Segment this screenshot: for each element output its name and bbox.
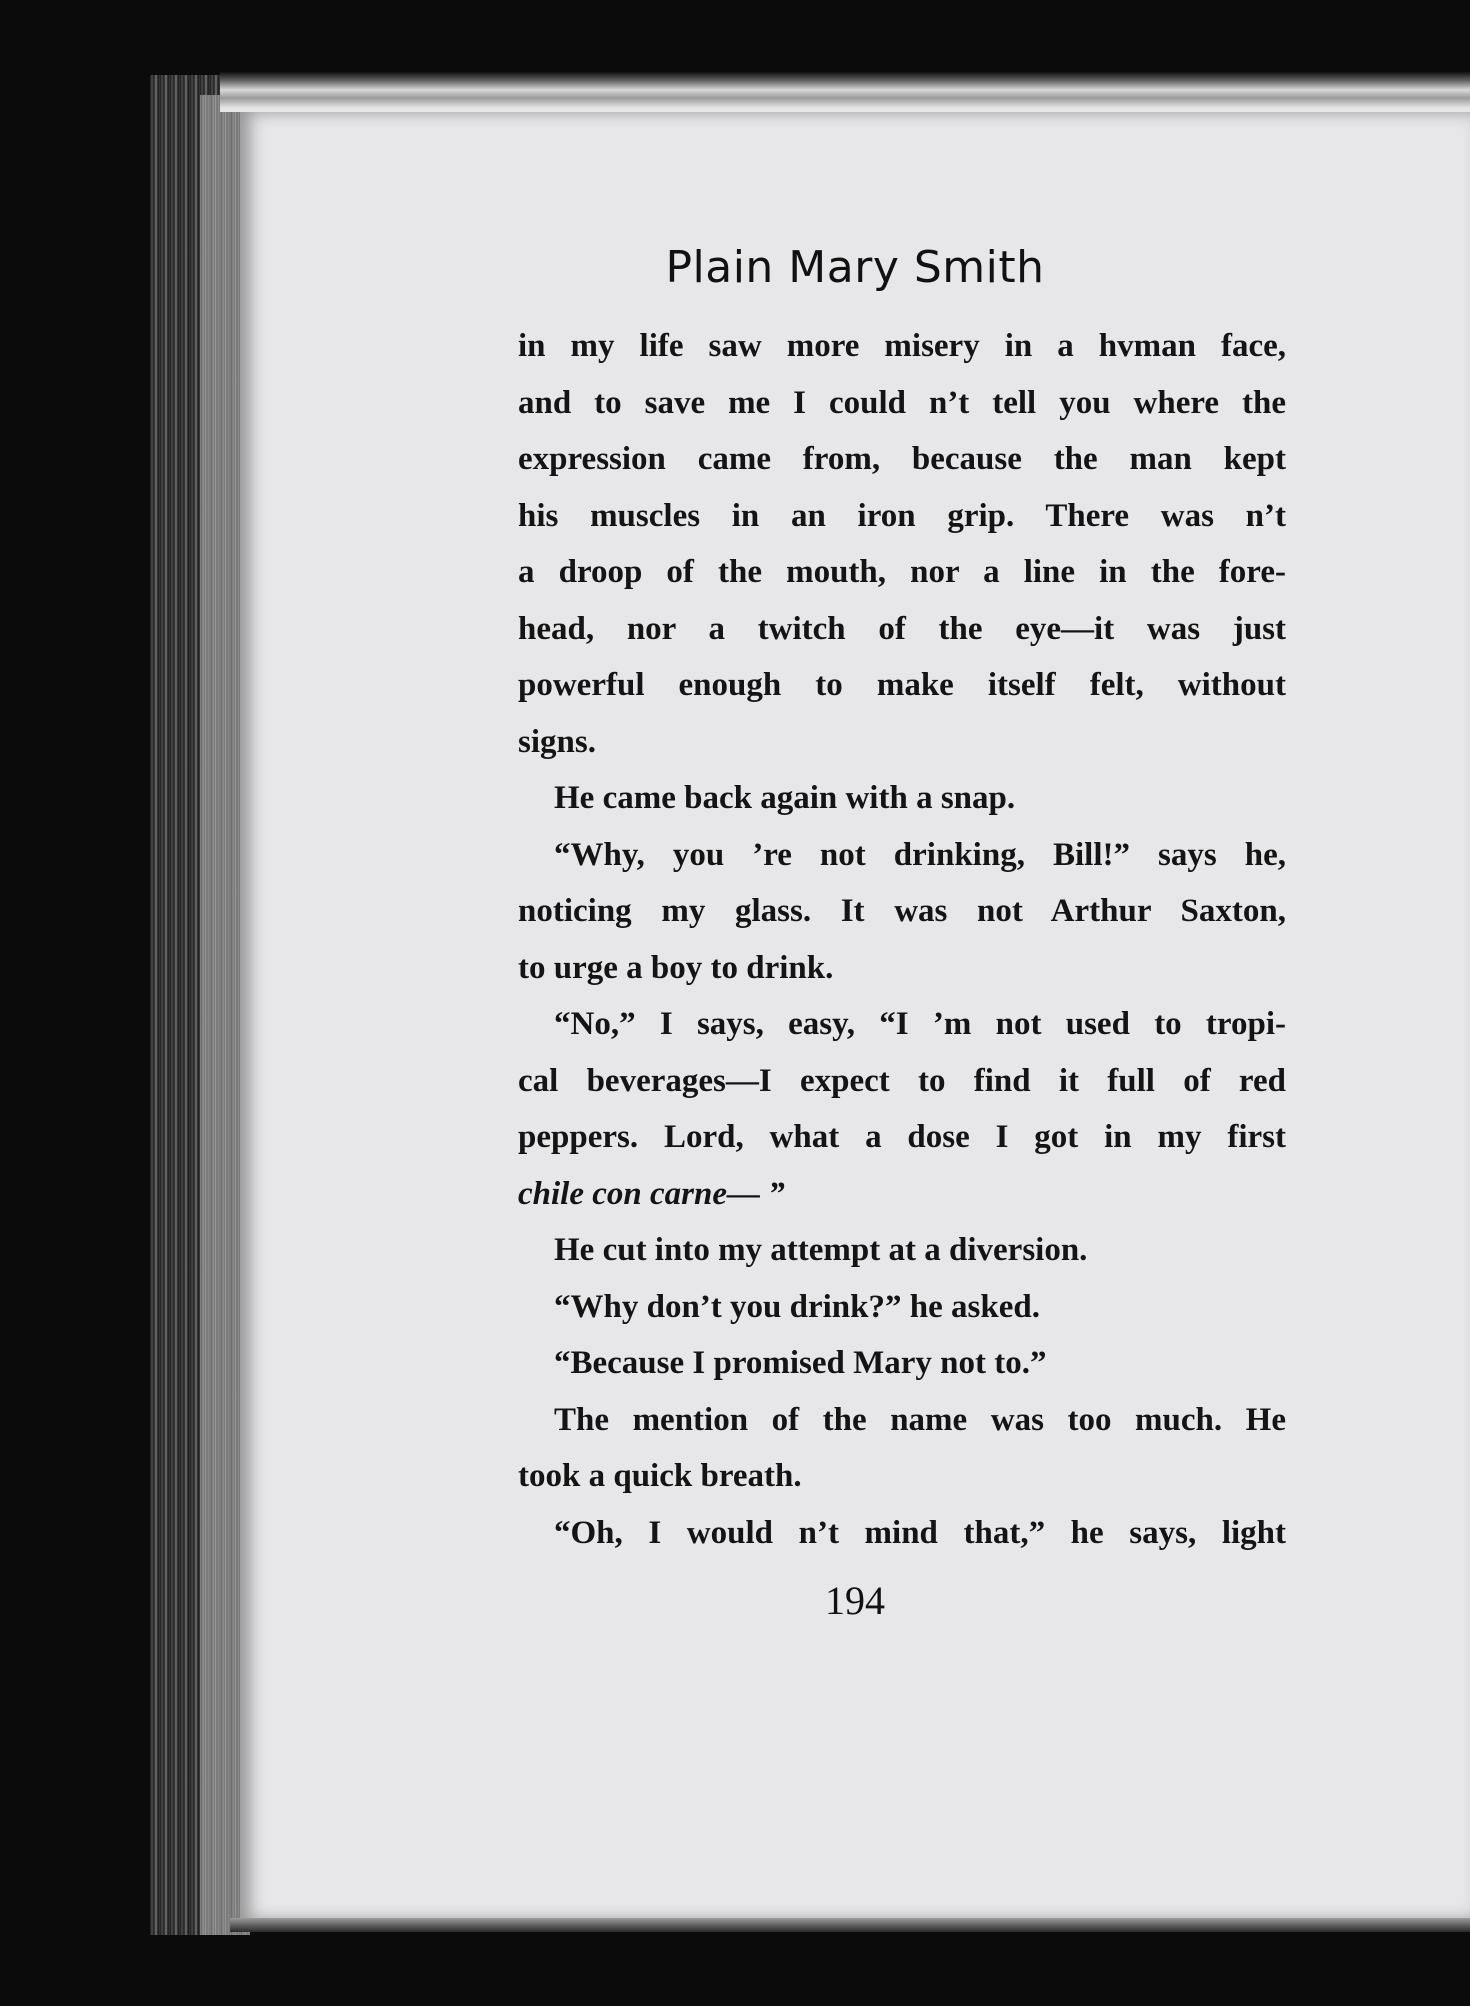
text-line: peppers. Lord, what a dose I got in my first (518, 1119, 1286, 1155)
text-line: signs. (518, 723, 596, 760)
body-text (518, 318, 1286, 1561)
text-line: cal beverages—I expect to find it full of red (518, 1062, 1286, 1099)
text-line: “Why, you ’re not drinking, Bill!” says he, (554, 836, 1286, 873)
text-line: The mention of the name was too much. He (554, 1401, 1286, 1438)
text-line: powerful enough to make itself felt, without (518, 667, 1286, 703)
bottom-page-edge (230, 1918, 1470, 1932)
running-head: Plain Mary Smith (665, 242, 1045, 293)
text-line: chile con carne— ” (518, 1175, 785, 1212)
top-page-edge (220, 72, 1470, 112)
text-line: took a quick breath. (518, 1458, 802, 1494)
text-line: He cut into my attempt at a diversion. (554, 1232, 1088, 1268)
text-line: to urge a boy to drink. (518, 949, 834, 986)
text-line: his muscles in an iron grip. There was n’t (518, 497, 1286, 534)
text-line: in my life saw more misery in a hvman face, (518, 328, 1286, 364)
text-line: He came back again with a snap. (554, 780, 1016, 816)
text-line: “Because I promised Mary not to.” (554, 1345, 1047, 1381)
text-line: “No,” I says, easy, “I ’m not used to tropi- (554, 1006, 1286, 1042)
page-number: 194 (825, 1578, 885, 1623)
text-line: and to save me I could n’t tell you where the (518, 384, 1286, 421)
text-line: expression came from, because the man kept (518, 441, 1286, 477)
text-line: head, nor a twitch of the eye—it was just (518, 610, 1286, 647)
book-page (240, 112, 1470, 1920)
text-line: a droop of the mouth, nor a line in the fore- (518, 554, 1286, 590)
text-line: “Why don’t you drink?” he asked. (554, 1288, 1040, 1325)
text-line: “Oh, I would n’t mind that,” he says, light (554, 1514, 1286, 1551)
text-line: noticing my glass. It was not Arthur Saxton, (518, 893, 1286, 929)
